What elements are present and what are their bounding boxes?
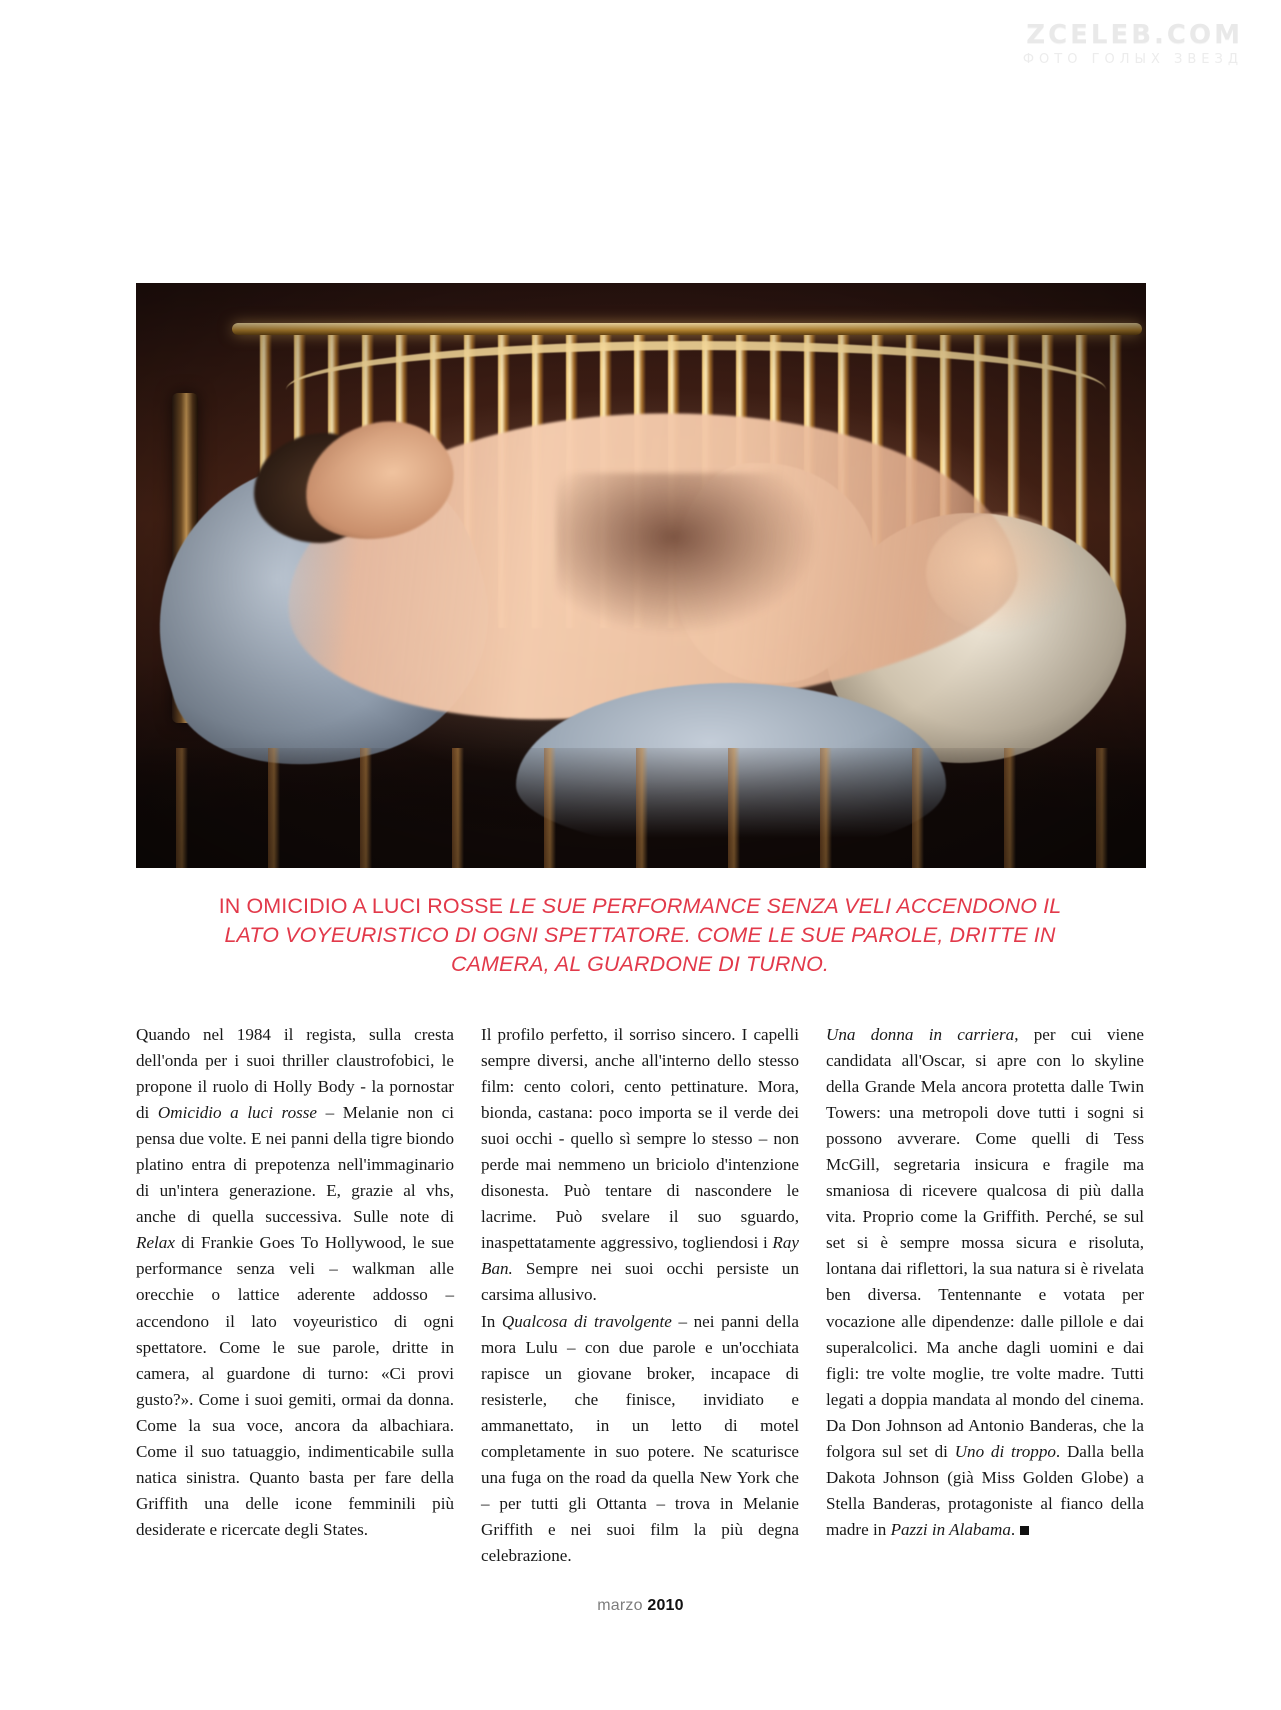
caption-line1-title: OMICIDIO A LUCI ROSSE [246,894,504,918]
film-title: Uno di troppo [954,1441,1056,1461]
text-run: – nei panni della mora Lulu – con due parole e un'occhiata rapisce un giovane broker, incapace di resisterle, che finisce, invidiato e ammanettato, in un letto di motel completamente in suo potere. Ne scaturisce una fuga on the road da quella New York che – per tutti gli Ottanta – trova in Melanie Griffith e nei suoi film la più degna celebrazione. [481,1311,799,1565]
watermark-subtitle: ФОТО ГОЛЫХ ЗВЕЗД [1022,52,1243,67]
figure-arm-right [926,513,1076,633]
film-title: Una donna in carriera [826,1025,1015,1044]
paragraph [481,1309,799,1569]
figure-shading [556,473,816,633]
watermark-title: ZCELEB.COM [1026,20,1243,50]
text-run: , per cui viene candidata all'Oscar, si apre con lo skyline della Grande Mela ancora protetta dalle Twin Towers: una metropoli dove tutti i sogni si possono avverare. Come quelli di Tess McGill, segretaria insicura e fragile ma smaniosa di ricevere qualcosa di più dalla vita. Proprio come la Griffith. Perché, se sul set si è sempre mossa sicura e risoluta, lontana dai riflettori, la sua natura si è rivelata ben diversa. Tentennante e votata per vocazione alle dipendenze: dalle pillole e dai superalcolici. Ma anche dagli uomini e dai figli: tre volte moglie, tre volte madre. Tutti legati a doppia mandata al mondo del cinema. Da Don Johnson ad Antonio Banderas, che la folgora sul set di [826,1025,1144,1461]
footer-month: marzo [597,1597,643,1614]
text-run: . Dalla bella Dakota Johnson (già Miss Golden Globe) a Stella Banderas, protagoniste al fianco della madre in [826,1441,1144,1539]
text-run: – Melanie non ci pensa due volte. E nei panni della tigre biondo platino entra di prepotenza nell'immaginario di un'intera generazione. E, grazie al vhs, anche di quella successiva. Sulle note di [136,1103,454,1227]
caption-line2: ACCENDONO IL LATO VOYEURISTICO DI OGNI SPETTATORE. COME [224,894,1062,947]
text-run: Quando nel 1984 il regista, sulla cresta dell'onda per i suoi thriller claustrofobici, le propone il ruolo di Holly Body - la pornostar di [136,1025,454,1123]
caption-line1-rest: LE SUE PERFORMANCE SENZA VELI [509,894,892,918]
photo-scene [136,283,1146,868]
photo-caption [190,892,1090,979]
text-run: Il profilo perfetto, il sorriso sincero. I capelli sempre diversi, anche all'interno dello stesso film: cento colori, cento pettinature. Mora, bionda, castana: poco importa se il verde dei suoi occhi - quello sì sempre lo stesso – non perde mai nemmeno un briciolo d'intenzione disonesta. Può tentare di nascondere le lacrime. Può svelare il suo sguardo, inaspettatamente aggressivo, togliendosi i [481,1025,799,1253]
film-title: Relax [136,1233,175,1253]
article-body [136,1022,1146,1569]
paragraph [826,1022,1144,1543]
text-column-2 [481,1022,799,1569]
text-column-3 [826,1022,1144,1569]
text-column-1 [136,1022,454,1569]
site-watermark [1023,22,1243,66]
footer-year: 2010 [647,1597,684,1614]
film-title: Qualcosa di travolgente [501,1311,672,1331]
film-title: Ray Ban. [481,1233,799,1279]
film-title: Omicidio a luci rosse [157,1103,318,1123]
caption-line3: LE SUE PAROLE, DRITTE IN CAMERA, AL GUARDONE DI TURNO. [450,923,1056,976]
end-of-article-mark [1020,1526,1029,1535]
text-run: . [1010,1519,1016,1539]
article-photo [136,283,1146,868]
page-footer [0,1597,1281,1615]
bed-headboard-top-rail [232,323,1142,335]
paragraph [481,1022,799,1309]
text-run: In [481,1311,502,1331]
caption-line1-lead: IN [218,894,241,918]
bed-footboard [136,748,1146,868]
text-run: Sempre nei suoi occhi persiste un carsima allusivo. [481,1259,799,1305]
text-run: di Frankie Goes To Hollywood, le sue performance senza veli – walkman alle orecchie o lattice aderente addosso – accendono il lato voyeuristico di ogni spettatore. Come le sue parole, dritte in camera, al guardone di turno: «Ci provi gusto?». Come i suoi gemiti, ormai da donna. Come la sua voce, ancora da albachiara. Come il suo tatuaggio, indimenticabile sulla natica sinistra. Quanto basta per fare della Griffith una delle icone femminili più desiderate e ricercate degli States. [136,1233,454,1539]
film-title: Pazzi in Alabama [890,1519,1011,1539]
paragraph [136,1022,454,1543]
